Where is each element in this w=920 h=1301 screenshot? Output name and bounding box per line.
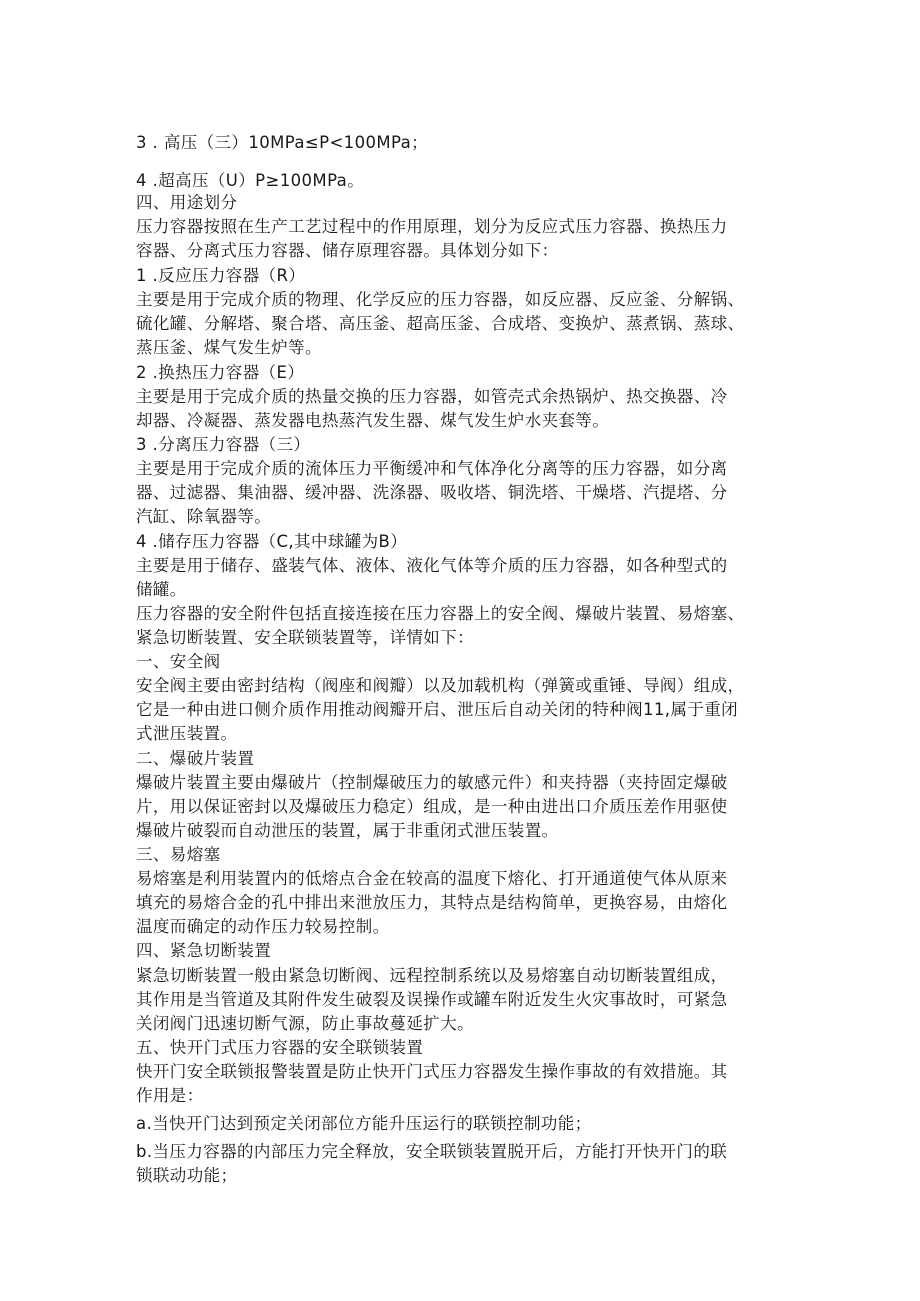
text-line: 安全阀主要由密封结构（阀座和阀瓣）以及加载机构（弹簧或重锤、导阀）组成， [136,676,745,695]
text-line: 压力容器按照在生产工艺过程中的作用原理，划分为反应式压力容器、换热压力 [136,217,728,236]
text-line: 它是一种由进口侧介质作用推动阀瓣开启、泄压后自动关闭的特种阀11,属于重闭 [136,700,739,719]
section-heading: 四、紧急切断装置 [136,941,272,960]
text-line: 主要是用于完成介质的热量交换的压力容器，如管壳式余热锅炉、热交换器、冷 [136,387,728,406]
item-heading: 2 .换热压力容器（E） [136,363,305,382]
text-line: 爆破片破裂而自动泄压的装置，属于非重闭式泄压装置。 [136,821,559,840]
text-line: 片，用以保证密封以及爆破压力稳定）组成，是一种由进出口介质压差作用驱使 [136,797,728,816]
text-line: 主要是用于完成介质的物理、化学反应的压力容器，如反应器、反应釜、分解锅、 [136,290,745,309]
text-line: 作用是： [136,1086,204,1105]
text-line: 硫化罐、分解塔、聚合塔、高压釜、超高压釜、合成塔、变换炉、蒸煮锅、蒸球、 [136,314,745,333]
text-line: 汽缸、除氧器等。 [136,507,272,526]
section-heading: 二、爆破片装置 [136,749,255,768]
text-line: 易熔塞是利用装置内的低熔点合金在较高的温度下熔化、打开通道使气体从原来 [136,869,728,888]
text-line: 紧急切断装置一般由紧急切断阀、远程控制系统以及易熔塞自动切断装置组成， [136,966,728,985]
text-line: 主要是用于完成介质的流体压力平衡缓冲和气体净化分离等的压力容器，如分离 [136,459,728,478]
text-line: 储罐。 [136,580,187,599]
text-line: a.当快开门达到预定关闭部位方能升压运行的联锁控制功能； [136,1114,592,1133]
text-line: b.当压力容器的内部压力完全释放，安全联锁装置脱开后，方能打开快开门的联 [136,1142,728,1161]
text-line: 式泄压装置。 [136,724,238,743]
text-line: 锁联动功能； [136,1166,238,1185]
text-line: 蒸压釜、煤气发生炉等。 [136,338,322,357]
text-line: 器、过滤器、集油器、缓冲器、洗涤器、吸收塔、铜洗塔、干燥塔、汽提塔、分 [136,483,728,502]
text-line: 紧急切断装置、安全联锁装置等，详情如下： [136,628,474,647]
section-heading: 四、用途划分 [136,193,238,212]
text-line: 填充的易熔合金的孔中排出来泄放压力，其特点是结构简单，更换容易，由熔化 [136,893,728,912]
text-line: 压力容器的安全附件包括直接连接在压力容器上的安全阀、爆破片装置、易熔塞、 [136,604,745,623]
text-line-1: 3 . 高压（三）10MPa≤P<100MPa； [136,133,429,152]
text-line: 关闭阀门迅速切断气源，防止事故蔓延扩大。 [136,1014,474,1033]
item-heading: 1 .反应压力容器（R） [136,266,306,285]
section-heading: 一、安全阀 [136,652,221,671]
text-line: 快开门安全联锁报警装置是防止快开门式压力容器发生操作事故的有效措施。其 [136,1062,728,1081]
item-heading: 4 .储存压力容器（C,其中球罐为B） [136,532,408,551]
item-heading: 3 .分离压力容器（三） [136,435,311,454]
text-line: 却器、冷凝器、蒸发器电热蒸汽发生器、煤气发生炉水夹套等。 [136,411,610,430]
text-line: 容器、分离式压力容器、储存原理容器。具体划分如下： [136,241,559,260]
text-line: 其作用是当管道及其附件发生破裂及误操作或罐车附近发生火灾事故时，可紧急 [136,990,728,1009]
text-line: 温度而确定的动作压力较易控制。 [136,917,390,936]
section-heading: 三、易熔塞 [136,845,221,864]
text-line: 爆破片装置主要由爆破片（控制爆破压力的敏感元件）和夹持器（夹持固定爆破 [136,773,728,792]
text-line: 主要是用于储存、盛装气体、液体、液化气体等介质的压力容器，如各种型式的 [136,556,728,575]
text-line-2: 4 .超高压（U）P≥100MPa。 [136,171,365,190]
section-heading: 五、快开门式压力容器的安全联锁装置 [136,1038,424,1057]
